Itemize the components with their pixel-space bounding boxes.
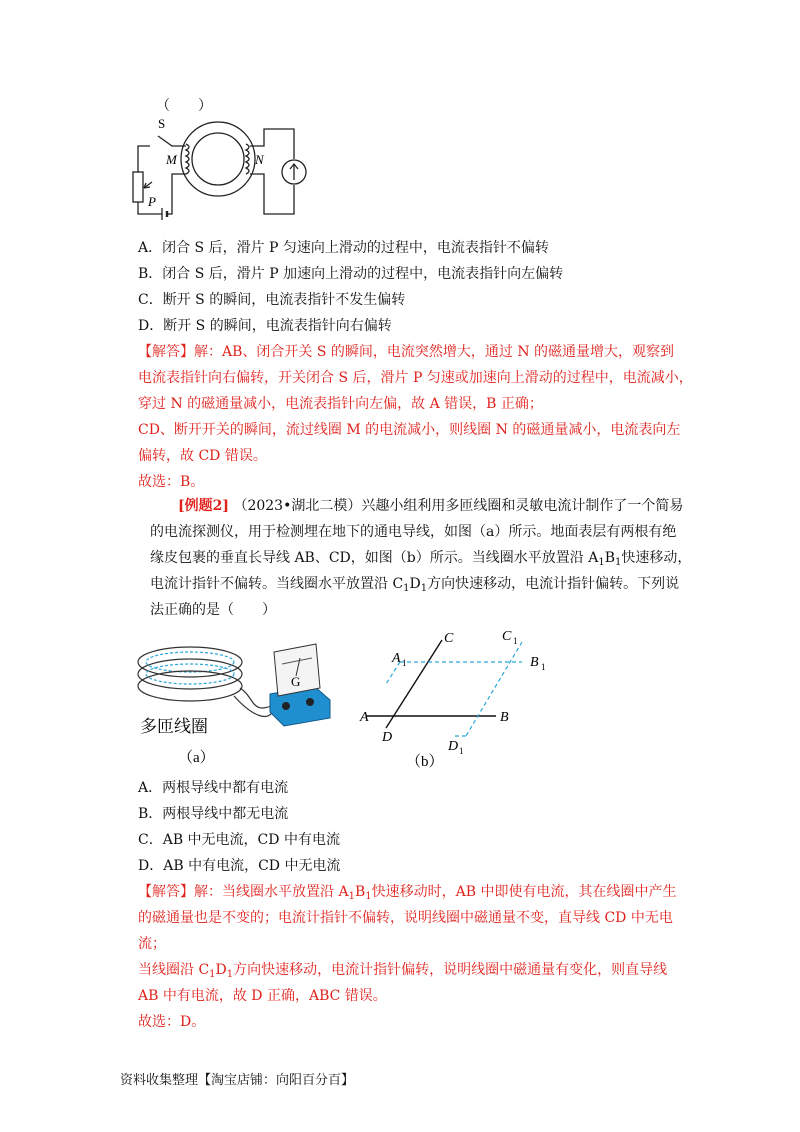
figure-a xyxy=(134,632,349,772)
q2-answer-text: D xyxy=(215,962,227,978)
subscript: 1 xyxy=(420,583,428,594)
q2-stem-line: 法正确的是（ ） xyxy=(150,602,276,618)
q2-tag: [例题2] xyxy=(178,498,229,514)
label-n: N xyxy=(255,152,264,167)
rheostat xyxy=(133,172,143,202)
q1-answer-line: 【解答】解：AB、闭合开关 S 的瞬间，电流突然增大，通过 N 的磁通量增大，观察到 xyxy=(138,344,675,360)
subscript: 1 xyxy=(614,557,622,568)
label-d: D xyxy=(382,730,393,745)
label-p: P xyxy=(148,194,156,209)
label-a: A xyxy=(360,710,369,725)
meter-label: G xyxy=(291,674,301,689)
label-sub: 1 xyxy=(513,636,518,646)
label-sub: 1 xyxy=(402,658,407,668)
q2-answer-text: 当线圈沿 C xyxy=(138,962,210,978)
label-m: M xyxy=(166,152,177,167)
q2-option-d: D．AB 中有电流，CD 中无电流 xyxy=(138,858,341,874)
q2-answer-line: AB 中有电流，故 D 正确，ABC 错误。 xyxy=(138,988,387,1004)
q1-option-a: A．闭合 S 后，滑片 P 匀速向上滑动的过程中，电流表指针不偏转 xyxy=(138,240,549,256)
q2-answer-line xyxy=(138,960,667,980)
q1-option-b: B．闭合 S 后，滑片 P 加速向上滑动的过程中，电流表指针向左偏转 xyxy=(138,266,564,282)
q2-stem-text: 快速移动， xyxy=(621,550,692,566)
q2-answer-text: B xyxy=(354,884,366,900)
label-d1: D xyxy=(448,739,459,754)
q2-option-c: C．AB 中无电流，CD 中有电流 xyxy=(138,832,340,848)
answer-blank: （ ） xyxy=(156,98,212,114)
caption-b: （b） xyxy=(406,754,444,770)
q1-answer-line: 穿过 N 的磁通量减小，电流表指针向左偏，故 A 错误，B 正确； xyxy=(138,396,543,412)
label-a1: A xyxy=(392,651,401,666)
footer-text: 资料收集整理【淘宝店铺：向阳百分百】 xyxy=(120,1073,355,1088)
q2-answer-text: 【解答】解：当线圈水平放置沿 A xyxy=(138,884,349,900)
subscript: 1 xyxy=(209,969,216,980)
q2-option-a: A．两根导线中都有电流 xyxy=(138,780,289,796)
circuit-figure xyxy=(128,114,328,224)
q2-stem-line xyxy=(150,574,679,594)
label-s: S xyxy=(158,116,166,131)
q2-stem-line: 的电流探测仪，用于检测埋在地下的通电导线，如图（a）所示。地面表层有两根有绝 xyxy=(150,524,677,540)
label-c: C xyxy=(444,631,454,646)
q2-answer-text: 快速移动时，AB 中即使有电流，其在线圈中产生 xyxy=(371,884,677,900)
coil-m xyxy=(186,144,189,174)
figure-b xyxy=(356,624,556,772)
path-c1d1 xyxy=(466,642,522,736)
q2-answer-line: 流； xyxy=(138,936,166,952)
label-c1: C xyxy=(502,629,512,644)
label-b1: B xyxy=(530,655,539,670)
q2-stem-text: B xyxy=(604,550,615,566)
label-sub: 1 xyxy=(541,662,546,672)
q2-stem-text: 缘皮包裹的垂直长导线 AB、CD，如图（b）所示。当线圈水平放置沿 A xyxy=(150,550,599,566)
q2-stem-text: 方向快速移动，电流计指针偏转。下列说 xyxy=(427,576,680,592)
q2-answer-line xyxy=(138,882,676,902)
galvanometer xyxy=(270,644,330,726)
q2-stem-text: 电流计指针不偏转。当线圈水平放置沿 C xyxy=(150,576,404,592)
q1-answer-line: 偏转，故 CD 错误。 xyxy=(138,448,267,464)
coil-label: 多匝线圈 xyxy=(140,717,208,736)
coil-n xyxy=(246,144,249,174)
q1-option-d: D．断开 S 的瞬间，电流表指针向右偏转 xyxy=(138,318,392,334)
subscript: 1 xyxy=(226,969,234,980)
q2-answer-line: 的磁通量也是不变的；电流计指针不偏转，说明线圈中磁通量不变，直导线 CD 中无电 xyxy=(138,910,673,926)
q1-choice: 故选：B。 xyxy=(138,474,205,490)
subscript: 1 xyxy=(598,557,605,568)
q2-answer-text: 方向快速移动，电流计指针偏转，说明线圈中磁通量有变化，则直导线 xyxy=(233,962,668,978)
q2-option-b: B．两根导线中都无电流 xyxy=(138,806,289,822)
caption-a: （a） xyxy=(178,750,215,766)
q2-stem-text: D xyxy=(409,576,421,592)
q1-option-c: C．断开 S 的瞬间，电流表指针不发生偏转 xyxy=(138,292,406,308)
q2-stem-text: （2023•湖北二模）兴趣小组利用多匝线圈和灵敏电流计制作了一个简易 xyxy=(233,498,684,514)
toroid-inner xyxy=(192,133,244,185)
q2-stem-line xyxy=(150,548,691,568)
q1-answer-line: CD、断开开关的瞬间，流过线圈 M 的电流减小，则线圈 N 的磁通量减小，电流表向左 xyxy=(138,422,681,438)
q1-answer-line: 电流表指针向右偏转，开关闭合 S 后，滑片 P 匀速或加速向上滑动的过程中，电流减小， xyxy=(138,370,693,386)
label-b: B xyxy=(500,710,509,725)
subscript: 1 xyxy=(403,583,410,594)
q2-choice: 故选：D。 xyxy=(138,1014,206,1030)
q2-stem-line xyxy=(178,496,683,516)
subscript: 1 xyxy=(365,891,372,902)
label-sub: 1 xyxy=(459,746,464,756)
subscript: 1 xyxy=(348,891,355,902)
